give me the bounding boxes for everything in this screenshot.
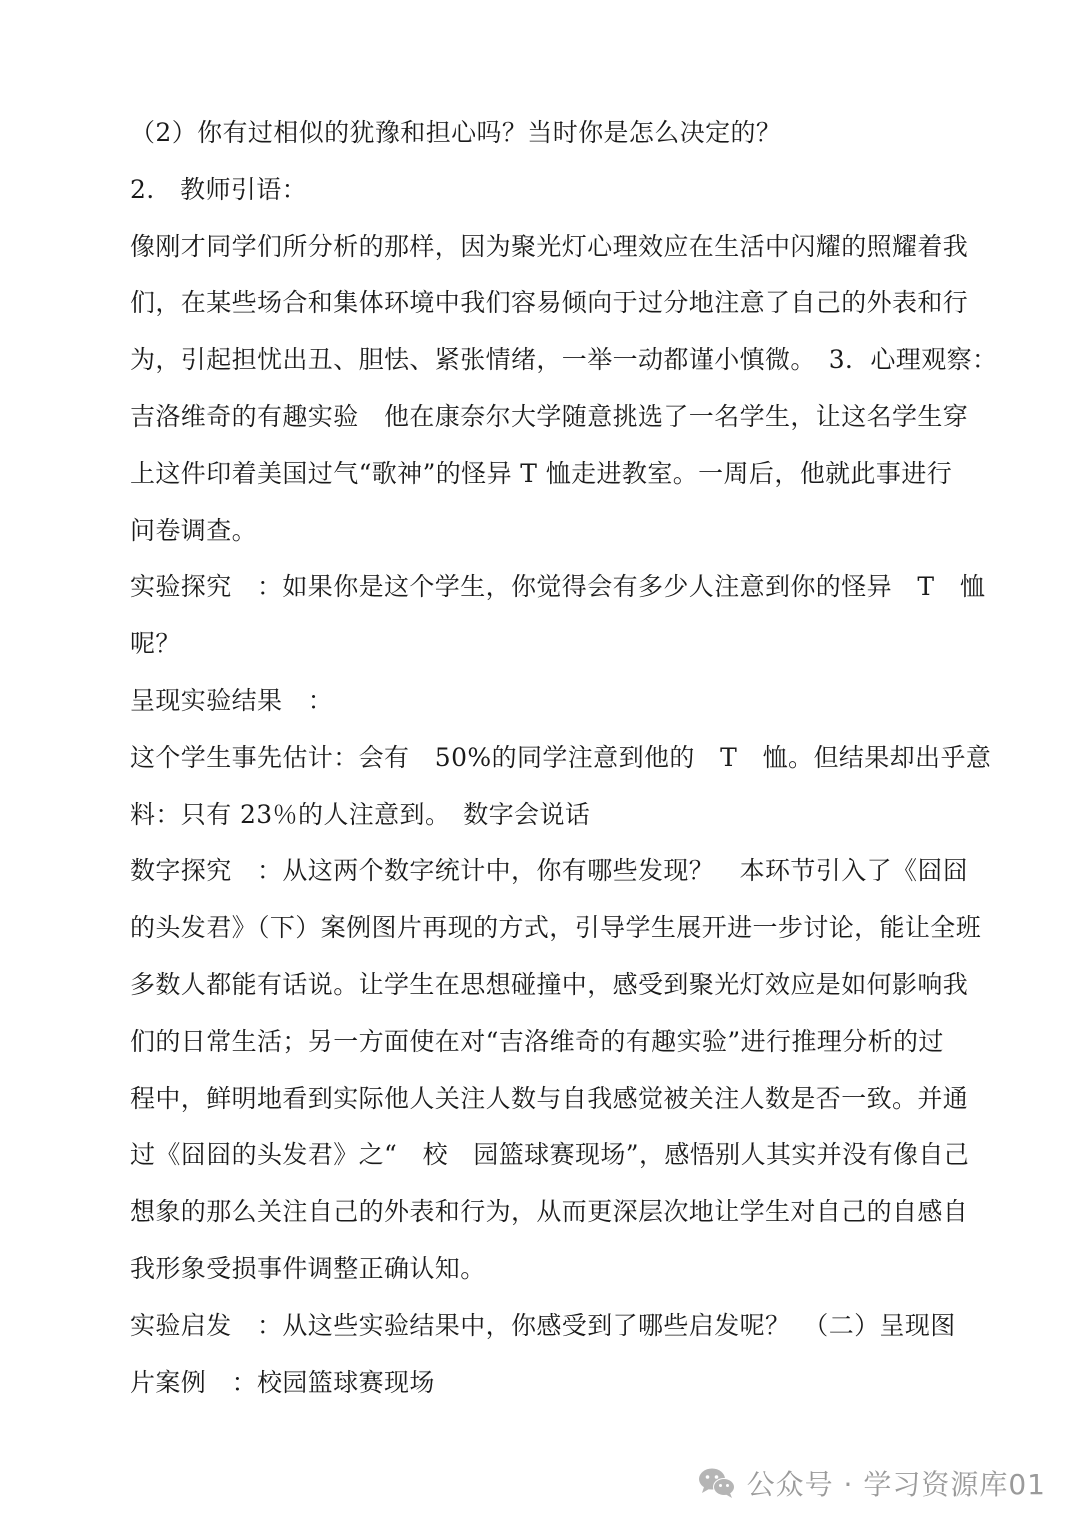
text-line: 多数人都能有话说。让学生在思想碰撞中，感受到聚光灯效应是如何影响我	[130, 969, 969, 999]
text-line: 的头发君》（下）案例图片再现的方式，引导学生展开进一步讨论，能让全班	[130, 913, 982, 943]
text-line: 为，引起担忧出丑、胆怯、紧张情绪，一举一动都谨小慎微。 3．心理观察：	[130, 345, 998, 375]
wechat-icon	[697, 1466, 737, 1500]
watermark	[697, 1458, 1046, 1508]
text-line: 吉洛维奇的有趣实验 他在康奈尔大学随意挑选了一名学生，让这名学生穿	[130, 401, 969, 431]
text-line: 实验探究 ：如果你是这个学生，你觉得会有多少人注意到你的怪异 T 恤	[130, 572, 986, 602]
text-line: 上这件印着美国过气“歌神”的怪异 T 恤走进教室。一周后，他就此事进行	[130, 458, 953, 488]
text-line: 过《囧囧的头发君》之“ 校 园篮球赛现场”，感悟别人其实并没有像自己	[130, 1140, 970, 1170]
watermark-text: 公众号 · 学习资源库01	[746, 1468, 1046, 1501]
text-line: 2. 教师引语：	[130, 174, 308, 204]
text-line: 程中，鲜明地看到实际他人关注人数与自我感觉被关注人数是否一致。并通	[130, 1083, 969, 1113]
text-line: 问卷调查。	[130, 515, 258, 545]
text-line: 呈现实验结果 ：	[130, 685, 334, 715]
text-line: 们，在某些场合和集体环境中我们容易倾向于过分地注意了自己的外表和行	[130, 288, 969, 318]
text-line: （2）你有过相似的犹豫和担心吗？当时你是怎么决定的？	[130, 118, 782, 147]
document-body	[130, 105, 998, 1411]
text-line: 数字探究 ：从这两个数字统计中，你有哪些发现？ 本环节引入了《囧囧	[130, 856, 969, 886]
text-line: 料：只有 23％的人注意到。 数字会说话	[130, 799, 591, 829]
text-line: 这个学生事先估计：会有 50%的同学注意到他的 T 恤。但结果却出乎意	[130, 742, 992, 772]
text-line: 我形象受损事件调整正确认知。	[130, 1253, 486, 1283]
text-line: 实验启发 ：从这些实验结果中，你感受到了哪些启发呢？ （二）呈现图	[130, 1310, 956, 1340]
text-line: 像刚才同学们所分析的那样，因为聚光灯心理效应在生活中闪耀的照耀着我	[130, 231, 969, 261]
text-line: 们的日常生活；另一方面使在对“吉洛维奇的有趣实验”进行推理分析的过	[130, 1026, 944, 1056]
text-line: 想象的那么关注自己的外表和行为，从而更深层次地让学生对自己的自感自	[130, 1197, 969, 1227]
text-line: 片案例 ：校园篮球赛现场	[130, 1367, 435, 1397]
text-line: 呢？	[130, 629, 181, 659]
